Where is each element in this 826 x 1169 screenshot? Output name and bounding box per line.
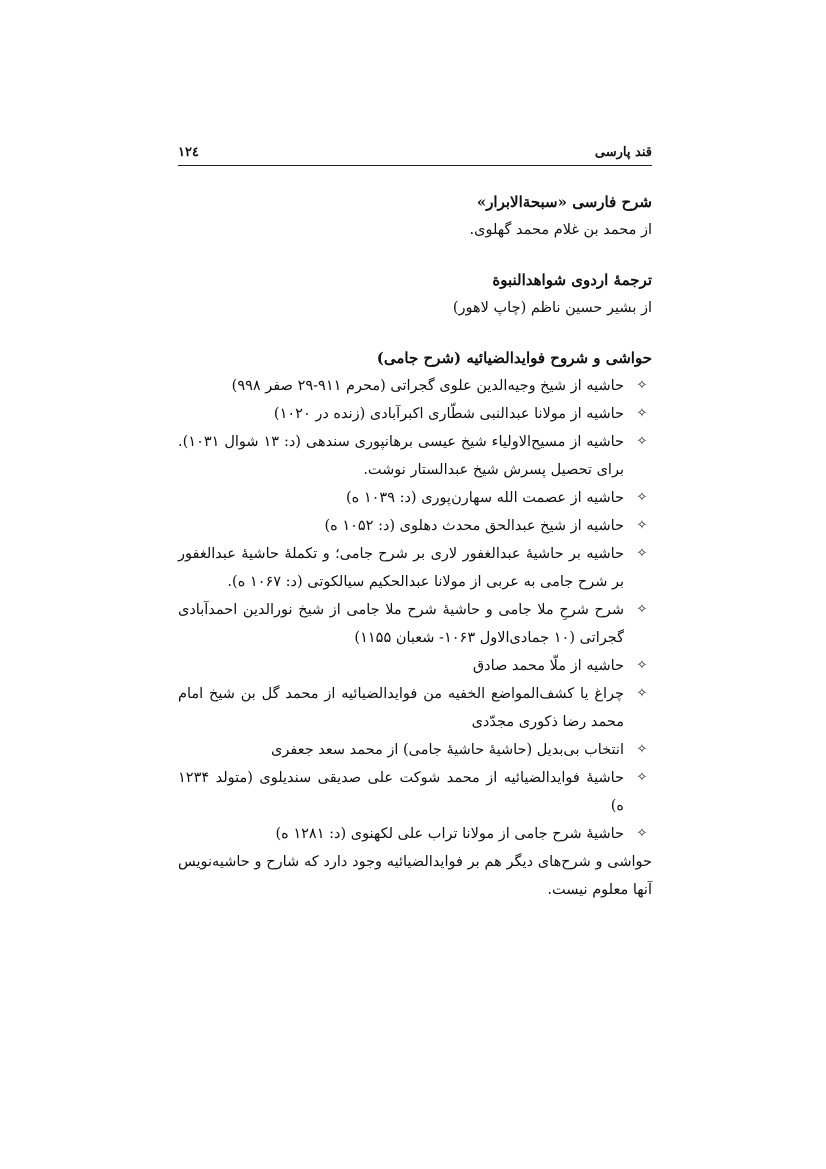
list-item <box>178 764 652 820</box>
list-item <box>178 484 652 512</box>
section-commentaries <box>178 344 652 904</box>
list-item <box>178 820 652 848</box>
sparkle-star-icon: ✧ <box>636 378 648 393</box>
journal-title: قند پارسی <box>594 145 652 160</box>
sparkle-star-icon: ✧ <box>636 546 648 561</box>
list-item-text: شرح شرحِ ملا جامی و حاشیۀ شرح ملا جامی از شیخ نورالدین احمدآبادی گجراتی (۱۰ جمادی‌الاول ۱۰۶۳- شعبان ۱۱۵۵) <box>178 602 624 646</box>
list-item-text: حاشیۀ فوایدالضیائیه از محمد شوکت علی صدیقی سندیلوی (متولد ۱۲۳۴ ه) <box>178 770 624 814</box>
list-item <box>178 512 652 540</box>
section-sharh-farsi <box>178 188 652 244</box>
sparkle-star-icon: ✧ <box>636 406 648 421</box>
sparkle-star-icon: ✧ <box>636 490 648 505</box>
page-number: ۱۲٤ <box>178 145 199 160</box>
section-urdu-translation <box>178 266 652 322</box>
list-item-text: چراغ یا کشف‌المواضع الخفیه من فوایدالضیائیه از محمد گل بن شیخ امام محمد رضا ذکوری مجدّدی <box>178 686 624 730</box>
list-item-text: انتخاب بی‌بدیل (حاشیۀ حاشیۀ جامی) از محمد سعد جعفری <box>271 742 624 758</box>
section-title: ترجمۀ اردوی شواهدالنبوة <box>492 271 652 289</box>
list-item <box>178 428 652 484</box>
section-title: شرح فارسی «سبحةالابرار» <box>476 193 652 211</box>
list-item-text: حاشیه بر حاشیۀ عبدالغفور لاری بر شرح جامی؛ و تکملۀ حاشیۀ عبدالغفور بر شرح جامی به عربی از مولانا عبدالحکیم سیالکوتی (د: ۱۰۶۷ ه). <box>178 546 624 590</box>
list-item-text: حاشیۀ شرح جامی از مولانا تراب علی لکهنوی (د: ۱۲۸۱ ه) <box>275 826 624 842</box>
sparkle-star-icon: ✧ <box>636 770 648 785</box>
list-item <box>178 400 652 428</box>
list-item-text: حاشیه از مولانا عبدالنبی شطّاری اکبرآبادی (زنده در ۱۰۲۰) <box>273 406 624 422</box>
list-item-text: حاشیه از شیخ عبدالحق محدث دهلوی (د: ۱۰۵۲ ه) <box>324 518 624 534</box>
closing-paragraph: حواشی و شرح‌های دیگر هم بر فوایدالضیائیه وجود دارد که شارح و حاشیه‌نویس آنها معلوم نیست. <box>178 854 652 898</box>
sparkle-star-icon: ✧ <box>636 658 648 673</box>
sparkle-star-icon: ✧ <box>636 434 648 449</box>
list-item <box>178 652 652 680</box>
list-item <box>178 680 652 736</box>
list-item <box>178 736 652 764</box>
sparkle-star-icon: ✧ <box>636 602 648 617</box>
sparkle-star-icon: ✧ <box>636 686 648 701</box>
list-item-text: حاشیه از مسیح‌الاولیاء شیخ عیسی برهانپوری سندهی (د: ۱۳ شوال ۱۰۳۱). برای تحصیل پسرش شیخ عبدالستار نوشت. <box>178 434 624 478</box>
sparkle-star-icon: ✧ <box>636 518 648 533</box>
sparkle-star-icon: ✧ <box>636 826 648 841</box>
list-item <box>178 540 652 596</box>
section-line: از محمد بن غلام محمد گهلوی. <box>469 222 652 238</box>
section-title: حواشی و شروح فوایدالضیائیه (شرح جامی) <box>376 349 652 367</box>
running-header <box>178 143 652 166</box>
list-item <box>178 596 652 652</box>
list-item-text: حاشیه از شیخ وجیه‌الدین علوی گجراتی (محرم ۹۱۱-۲۹ صفر ۹۹۸) <box>231 378 624 394</box>
page-content <box>178 188 652 926</box>
sparkle-star-icon: ✧ <box>636 742 648 757</box>
list-item-text: حاشیه از عصمت الله سهارن‌پوری (د: ۱۰۳۹ ه) <box>345 490 624 506</box>
list-item <box>178 372 652 400</box>
section-line: از بشیر حسین ناظم (چاپ لاهور) <box>452 300 652 316</box>
commentary-list <box>178 372 652 848</box>
list-item-text: حاشیه از ملّا محمد صادق <box>472 658 624 674</box>
